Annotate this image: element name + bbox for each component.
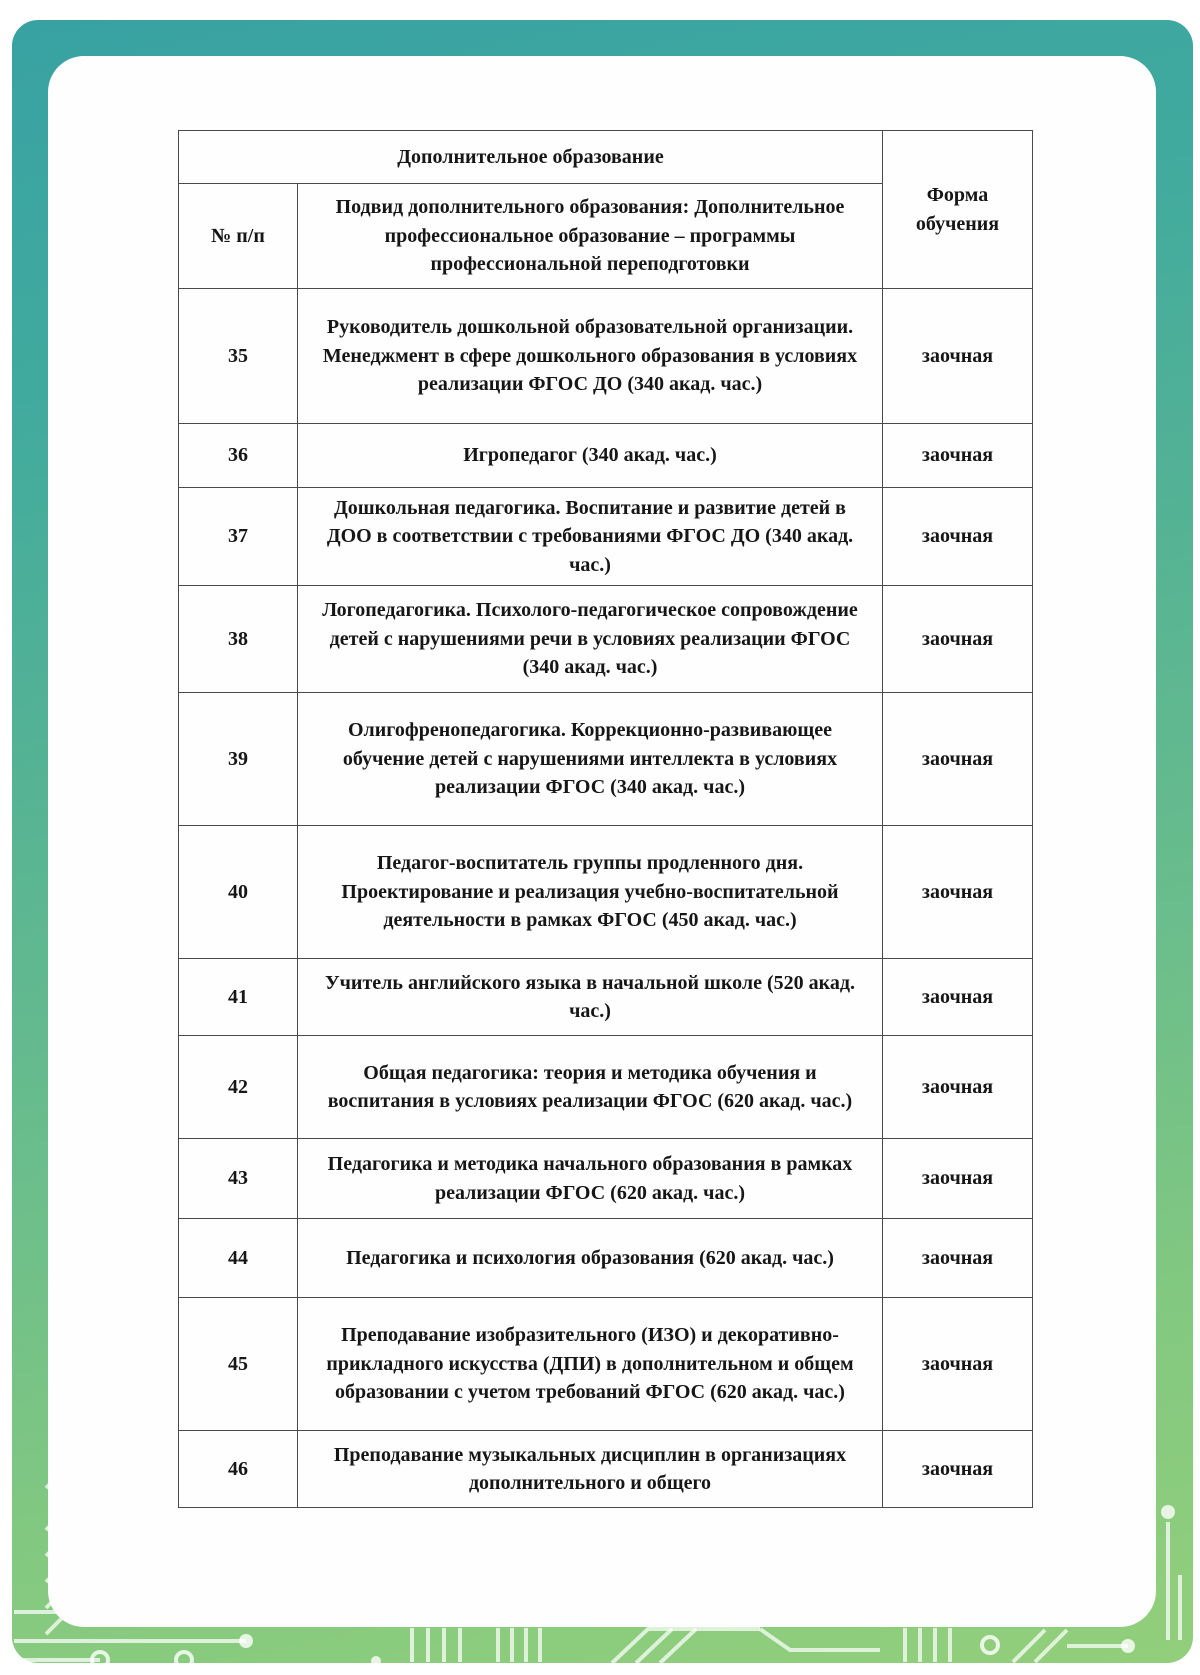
row-number: 38 <box>179 586 298 693</box>
program-name: Дошкольная педагогика. Воспитание и развитие детей в ДОО в соответствии с требованиями ФГОС ДО (340 акад. час.) <box>298 488 883 586</box>
table-row <box>179 826 1033 959</box>
study-form: заочная <box>883 488 1033 586</box>
study-form: заочная <box>883 586 1033 693</box>
row-number: 40 <box>179 826 298 959</box>
table-row <box>179 1298 1033 1431</box>
study-form: заочная <box>883 693 1033 826</box>
row-number: 43 <box>179 1139 298 1219</box>
table-row <box>179 1139 1033 1219</box>
table-row <box>179 488 1033 586</box>
row-number: 44 <box>179 1219 298 1298</box>
program-name: Учитель английского языка в начальной школе (520 акад. час.) <box>298 959 883 1036</box>
column-header-num: № п/п <box>179 184 298 289</box>
program-name: Логопедагогика. Психолого-педагогическое сопровождение детей с нарушениями речи в условиях реализации ФГОС (340 акад. час.) <box>298 586 883 693</box>
study-form: заочная <box>883 289 1033 424</box>
program-name: Педагог-воспитатель группы продленного дня. Проектирование и реализация учебно-воспитательной деятельности в рамках ФГОС (450 акад. час.) <box>298 826 883 959</box>
program-name: Педагогика и психология образования (620 акад. час.) <box>298 1219 883 1298</box>
table-row <box>179 1431 1033 1508</box>
row-number: 39 <box>179 693 298 826</box>
row-number: 35 <box>179 289 298 424</box>
table-row <box>179 1036 1033 1139</box>
study-form: заочная <box>883 1219 1033 1298</box>
study-form: заочная <box>883 1139 1033 1219</box>
study-form: заочная <box>883 1431 1033 1508</box>
program-name: Преподавание изобразительного (ИЗО) и декоративно-прикладного искусства (ДПИ) в дополнительном и общем образовании с учетом требований ФГОС (620 акад. час.) <box>298 1298 883 1431</box>
table-header-row-1 <box>179 131 1033 184</box>
row-number: 45 <box>179 1298 298 1431</box>
table-row <box>179 586 1033 693</box>
table-row <box>179 959 1033 1036</box>
study-form: заочная <box>883 1298 1033 1431</box>
program-name: Общая педагогика: теория и методика обучения и воспитания в условиях реализации ФГОС (620 акад. час.) <box>298 1036 883 1139</box>
table-row <box>179 289 1033 424</box>
group-header-cell: Дополнительное образование <box>179 131 883 184</box>
table-row <box>179 693 1033 826</box>
program-name: Преподавание музыкальных дисциплин в организациях дополнительного и общего <box>298 1431 883 1508</box>
program-name: Педагогика и методика начального образования в рамках реализации ФГОС (620 акад. час.) <box>298 1139 883 1219</box>
paper-sheet <box>48 56 1156 1627</box>
study-form: заочная <box>883 1036 1033 1139</box>
programs-table <box>178 130 1033 1508</box>
table-row <box>179 424 1033 488</box>
row-number: 36 <box>179 424 298 488</box>
table-row <box>179 1219 1033 1298</box>
row-number: 46 <box>179 1431 298 1508</box>
row-number: 41 <box>179 959 298 1036</box>
column-header-program: Подвид дополнительного образования: Дополнительное профессиональное образование – программы профессиональной переподготовки <box>298 184 883 289</box>
row-number: 37 <box>179 488 298 586</box>
program-name: Олигофренопедагогика. Коррекционно-развивающее обучение детей с нарушениями интеллекта в условиях реализации ФГОС (340 акад. час.) <box>298 693 883 826</box>
program-name: Руководитель дошкольной образовательной организации. Менеджмент в сфере дошкольного образования в условиях реализации ФГОС ДО (340 акад. час.) <box>298 289 883 424</box>
study-form: заочная <box>883 826 1033 959</box>
column-header-form: Форма обучения <box>883 131 1033 289</box>
program-name: Игропедагог (340 акад. час.) <box>298 424 883 488</box>
row-number: 42 <box>179 1036 298 1139</box>
study-form: заочная <box>883 424 1033 488</box>
study-form: заочная <box>883 959 1033 1036</box>
